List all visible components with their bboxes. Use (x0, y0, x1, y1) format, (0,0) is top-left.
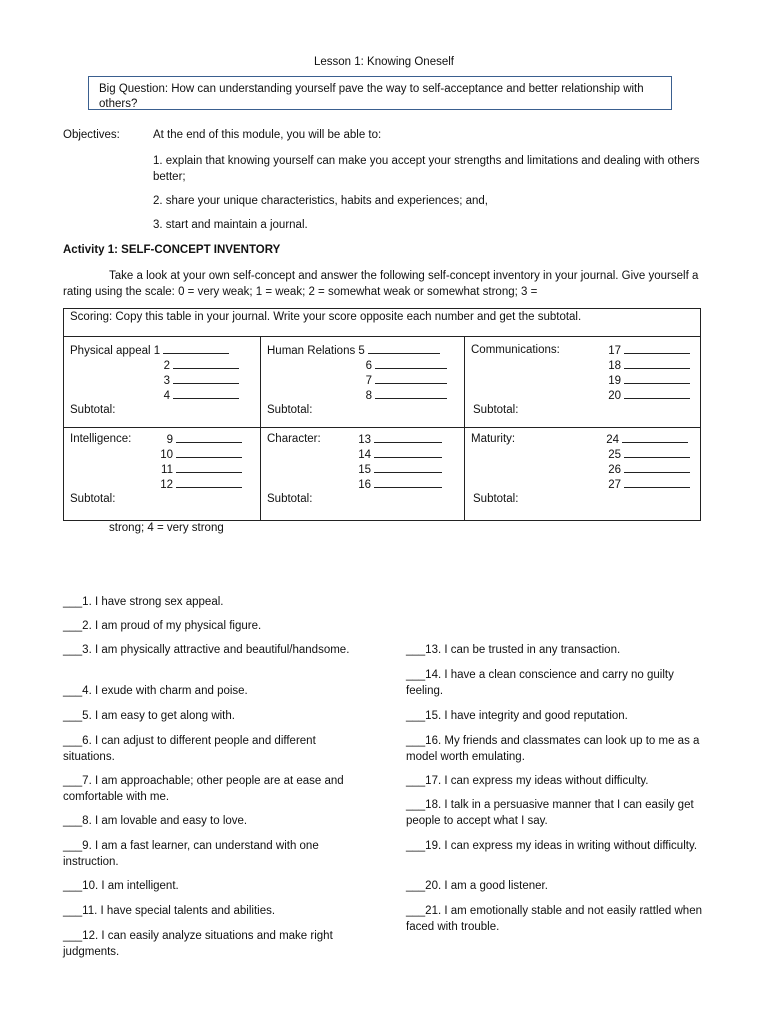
score-blank (375, 374, 447, 384)
statement-item: ___21. I am emotionally stable and not easily rattled when faced with trouble. (406, 905, 702, 933)
item-number: 14 (358, 449, 371, 461)
item-number: 7 (365, 375, 372, 387)
item-number: 3 (163, 375, 170, 387)
statement-item: ___14. I have a clean conscience and carry no guilty feeling. (406, 669, 674, 697)
item-number: 4 (163, 390, 170, 402)
statement-item: ___11. I have special talents and abilities. (63, 905, 276, 917)
subtotal-label: Subtotal: (473, 493, 519, 505)
activity-title: Activity 1: SELF-CONCEPT INVENTORY (63, 244, 281, 256)
category-name: Communications: (471, 344, 560, 356)
big-question-text: Big Question: How can understanding yourself pave the way to self-acceptance and better relationship with others? (99, 83, 644, 110)
statement-item: ___10. I am intelligent. (63, 880, 179, 892)
item-number: 5 (358, 345, 365, 357)
score-blank (375, 359, 447, 369)
activity-instructions: Take a look at your own self-concept and answer the following self-concept inventory in your journal. Give yourself a rating using the scale: 0 = very weak; 1 = weak; 2 = somewhat weak or somewhat strong; 3 = (63, 270, 699, 298)
scoring-table (63, 308, 701, 521)
score-blank (173, 374, 239, 384)
big-question-box (88, 76, 672, 110)
statement-item: ___6. I can adjust to different people and different situations. (63, 735, 316, 763)
score-blank (374, 448, 442, 458)
subtotal-label: Subtotal: (267, 493, 313, 505)
item-number: 8 (365, 390, 372, 402)
statement-item: ___9. I am a fast learner, can understand with one instruction. (63, 840, 319, 868)
item-number: 25 (608, 449, 621, 461)
category-name: Intelligence: (70, 433, 132, 445)
score-blank (173, 389, 239, 399)
table-divider (464, 336, 465, 521)
item-number: 15 (358, 464, 371, 476)
table-divider (64, 336, 700, 337)
objective-item-1: 1. explain that knowing yourself can make you accept your strengths and limitations and dealing with others better; (153, 155, 700, 183)
score-blank (624, 359, 690, 369)
statement-item: ___1. I have strong sex appeal. (63, 596, 224, 608)
statement-item: ___5. I am easy to get along with. (63, 710, 235, 722)
statement-item: ___7. I am approachable; other people are at ease and comfortable with me. (63, 775, 344, 803)
item-number: 12 (160, 479, 173, 491)
category-name: Character: (267, 433, 321, 445)
statement-item: ___2. I am proud of my physical figure. (63, 620, 262, 632)
item-number: 13 (358, 434, 371, 446)
objectives-label: Objectives: (63, 129, 120, 141)
statement-item: ___16. My friends and classmates can look up to me as a model worth emulating. (406, 735, 700, 763)
category-name: Human Relations (267, 345, 356, 357)
score-blank (624, 344, 690, 354)
objective-item-3: 3. start and maintain a journal. (153, 219, 308, 231)
score-blank (374, 478, 442, 488)
statement-item: ___18. I talk in a persuasive manner that I can easily get people to accept what I say. (406, 799, 694, 827)
item-number: 2 (163, 360, 170, 372)
objective-item-2: 2. share your unique characteristics, habits and experiences; and, (153, 195, 488, 207)
item-number: 10 (160, 449, 173, 461)
table-divider (64, 427, 700, 428)
item-number: 16 (358, 479, 371, 491)
statement-item: ___17. I can express my ideas without difficulty. (406, 775, 649, 787)
item-number: 9 (166, 434, 173, 446)
score-blank (173, 359, 239, 369)
score-blank (176, 448, 242, 458)
score-blank (368, 344, 440, 354)
category-name: Maturity: (471, 433, 516, 445)
objectives-intro: At the end of this module, you will be able to: (153, 129, 382, 141)
item-number: 17 (608, 345, 621, 357)
subtotal-label: Subtotal: (70, 493, 116, 505)
subtotal-label: Subtotal: (70, 404, 116, 416)
item-number: 19 (608, 375, 621, 387)
score-blank (624, 389, 690, 399)
subtotal-label: Subtotal: (267, 404, 313, 416)
statement-item: ___15. I have integrity and good reputation. (406, 710, 628, 722)
score-blank (624, 463, 690, 473)
statement-item: ___12. I can easily analyze situations and make right judgments. (63, 930, 333, 958)
score-blank (624, 448, 690, 458)
activity-instructions-continued: strong; 4 = very strong (109, 522, 224, 534)
score-blank (163, 344, 229, 354)
statement-item: ___20. I am a good listener. (406, 880, 548, 892)
score-blank (375, 389, 447, 399)
item-number: 18 (608, 360, 621, 372)
item-number: 24 (606, 434, 619, 446)
scoring-header: Scoring: Copy this table in your journal. Write your score opposite each number and get the subtotal. (70, 311, 582, 323)
table-divider (260, 336, 261, 521)
score-blank (374, 433, 442, 443)
item-number: 20 (608, 390, 621, 402)
score-blank (176, 433, 242, 443)
item-number: 1 (153, 345, 161, 357)
lesson-title: Lesson 1: Knowing Oneself (313, 56, 454, 68)
statement-item: ___4. I exude with charm and poise. (63, 685, 248, 697)
statement-item: ___3. I am physically attractive and beautiful/handsome. (63, 644, 350, 656)
item-number: 26 (608, 464, 621, 476)
score-blank (176, 478, 242, 488)
score-blank (622, 433, 688, 443)
score-blank (176, 463, 242, 473)
item-number: 11 (161, 464, 173, 476)
statement-item: ___8. I am lovable and easy to love. (63, 815, 248, 827)
item-number: 27 (608, 479, 621, 491)
item-number: 6 (365, 360, 372, 372)
score-blank (624, 374, 690, 384)
score-blank (624, 478, 690, 488)
subtotal-label: Subtotal: (473, 404, 519, 416)
statement-item: ___13. I can be trusted in any transaction. (406, 644, 621, 656)
score-blank (374, 463, 442, 473)
category-name: Physical appeal (70, 345, 151, 357)
statement-item: ___19. I can express my ideas in writing without difficulty. (406, 840, 698, 852)
